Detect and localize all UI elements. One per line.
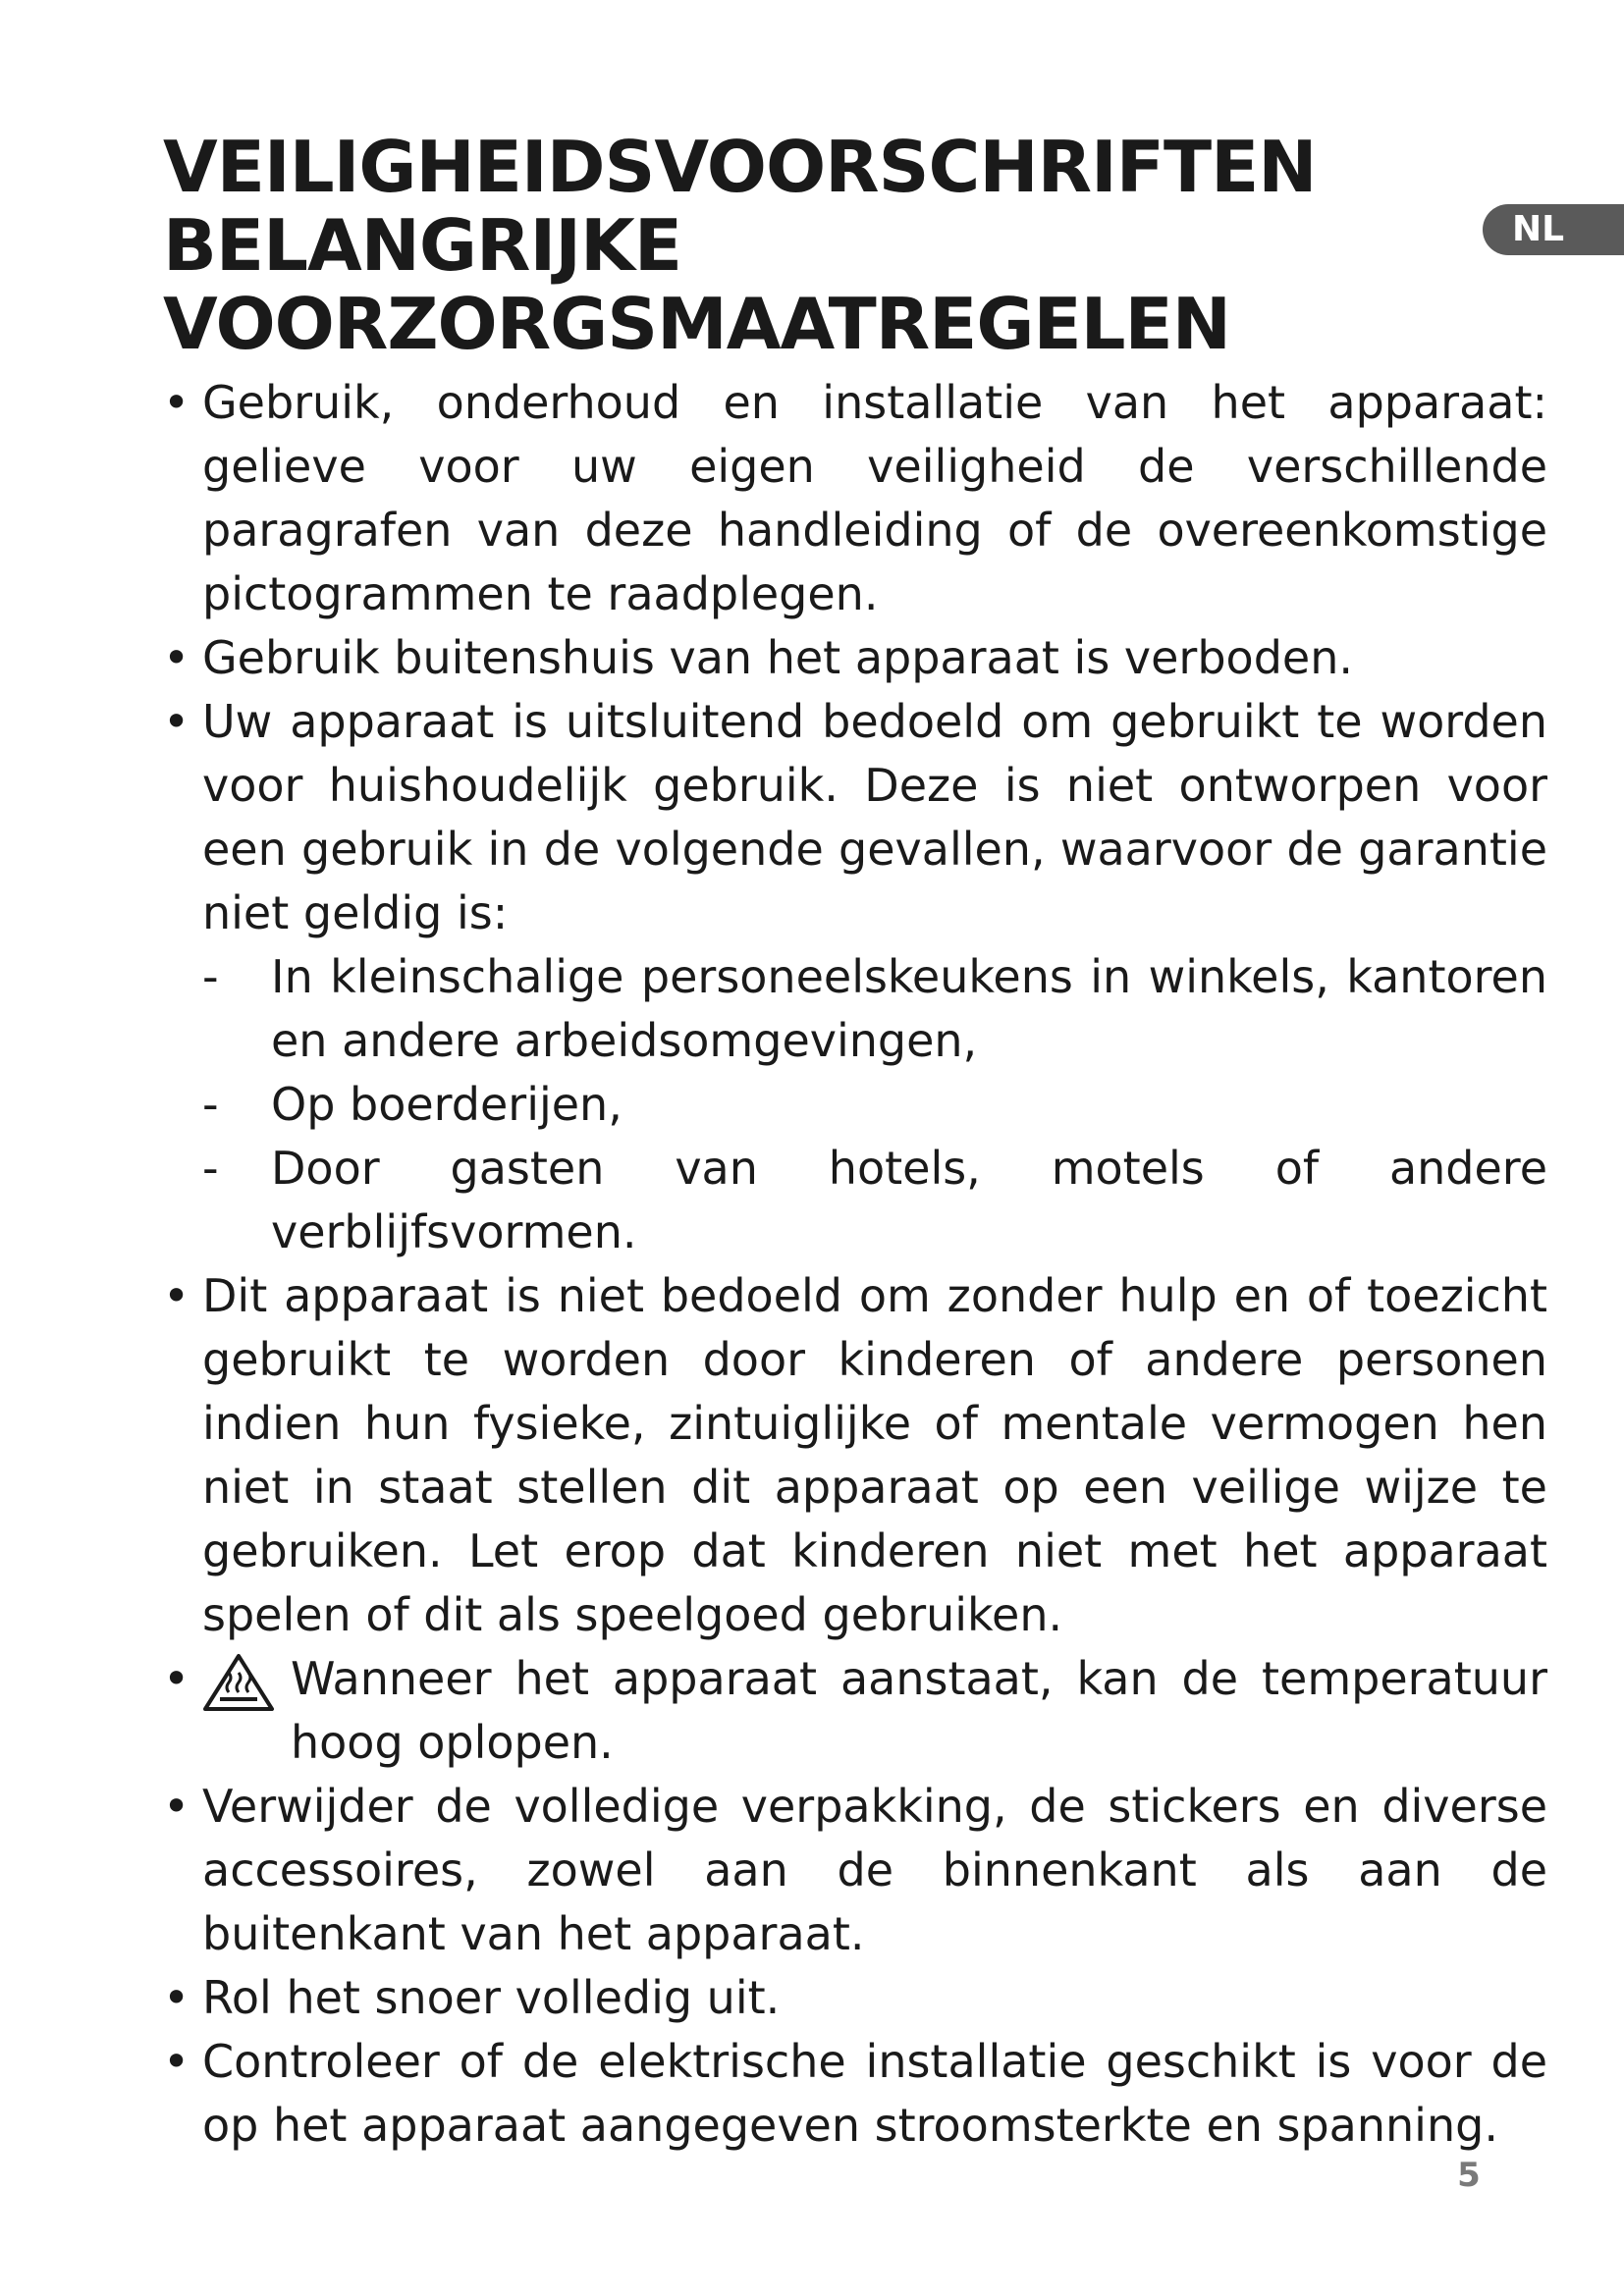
safety-instructions — [163, 371, 1547, 2158]
list-item-text: Verwijder de volledige verpakking, de stickers en diverse accessoires, zowel aan de binnenkant als aan de buitenkant van het apparaat. — [202, 1780, 1547, 1960]
bullet: • — [163, 1780, 190, 1833]
bullet: • — [163, 631, 190, 684]
list-item-outdoor — [163, 626, 1547, 690]
page-title — [163, 128, 1390, 363]
sub-item-text: In kleinschalige personeelskeukens in winkels, kantoren en andere arbeidsomgevingen, — [271, 950, 1547, 1067]
title-line-2: BELANGRIJKE — [163, 204, 682, 287]
list-item-text: Uw apparaat is uitsluitend bedoeld om gebruikt te worden voor huishoudelijk gebruik. Deze is niet ontworpen voor een gebruik in de volgende gevallen, waarvoor de garantie niet geldig is: — [202, 695, 1547, 939]
list-item-children — [163, 1264, 1547, 1647]
list-item-household-use — [163, 690, 1547, 945]
hot-surface-warning-icon — [202, 1653, 275, 1712]
bullet: • — [163, 695, 190, 748]
sub-item-text: Door gasten van hotels, motels of andere verblijfsvormen. — [271, 1142, 1547, 1258]
list-item-text: Gebruik buitenshuis van het apparaat is verboden. — [202, 631, 1353, 684]
list-item-text: Controleer of de elektrische installatie geschikt is voor de op het apparaat aangegeven stroomsterkte en spanning. — [202, 2035, 1547, 2152]
title-line-1: VEILIGHEIDSVOORSCHRIFTEN — [163, 126, 1317, 208]
bullet: • — [163, 1269, 190, 1322]
bullet: • — [163, 1971, 190, 2024]
bullet: • — [163, 376, 190, 429]
dash: - — [202, 950, 219, 1003]
list-item-text: Dit apparaat is niet bedoeld om zonder hulp en of toezicht gebruikt te worden door kinderen of andere personen indien hun fysieke, zintuiglijke of mentale vermogen hen niet in staat stellen dit apparaat op een veilige wijze te gebruiken. Let erop dat kinderen niet met het apparaat spelen of dit als speelgoed gebruiken. — [202, 1269, 1547, 1641]
list-item-text: Gebruik, onderhoud en installatie van het apparaat: gelieve voor uw eigen veiligheid de verschillende paragrafen van deze handleiding of de overeenkomstige pictogrammen te raadplegen. — [202, 376, 1547, 620]
list-item-cord — [163, 1966, 1547, 2030]
sub-item-staff-kitchens — [202, 945, 1547, 1073]
list-item-text: Rol het snoer volledig uit. — [202, 1971, 781, 2024]
title-line-3: VOORZORGSMAATREGELEN — [163, 283, 1230, 365]
dash: - — [202, 1142, 219, 1195]
bullet: • — [163, 1652, 190, 1705]
list-item-hot-surface — [163, 1647, 1547, 1775]
list-item-text: Wanneer het apparaat aanstaat, kan de temperatuur hoog oplopen. — [291, 1652, 1547, 1769]
list-item-electrical — [163, 2030, 1547, 2158]
sub-item-text: Op boerderijen, — [271, 1078, 623, 1131]
sub-item-farms — [202, 1073, 1547, 1137]
bullet: • — [163, 2035, 190, 2088]
language-tab: NL — [1483, 204, 1624, 255]
page-number: 5 — [1457, 2156, 1481, 2195]
sub-item-hotels — [202, 1137, 1547, 1264]
list-item-usage — [163, 371, 1547, 626]
dash: - — [202, 1078, 219, 1131]
list-item-packaging — [163, 1775, 1547, 1966]
